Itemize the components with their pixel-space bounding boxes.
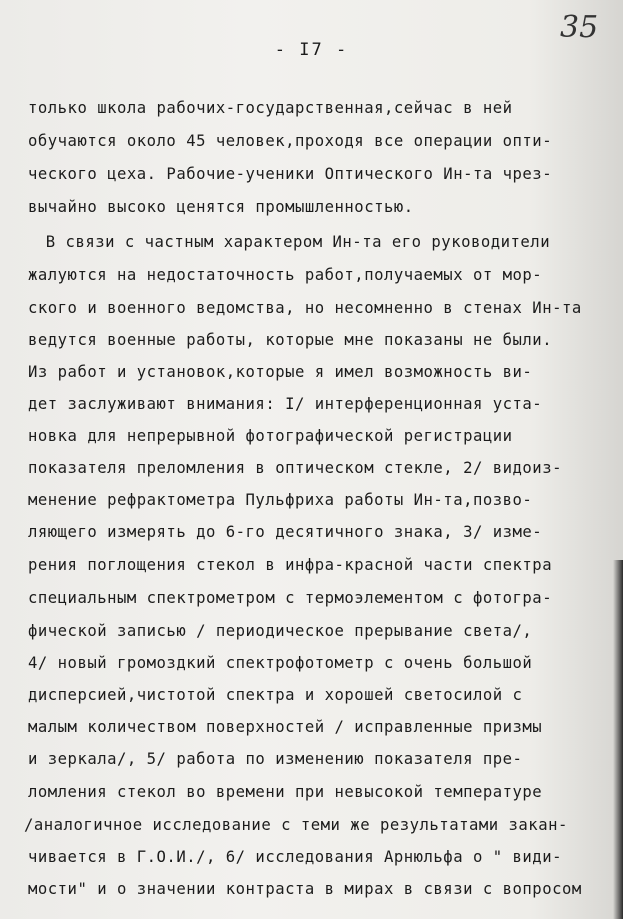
text-line: 4/ новый громоздкий спектрофотометр с очень большой bbox=[28, 654, 533, 672]
text-line: дисперсией,чистотой спектра и хорошей светосилой с bbox=[28, 686, 523, 704]
text-line: показателя преломления в оптическом стекле, 2/ видоиз- bbox=[28, 459, 562, 477]
page-edge-shadow bbox=[613, 560, 623, 919]
text-line: чивается в Г.О.И./, 6/ исследования Арнюльфа о " види- bbox=[28, 848, 562, 866]
text-line: ломления стекол во времени при невысокой температуре bbox=[28, 783, 543, 801]
text-line: только школа рабочих-государственная,сейчас в ней bbox=[28, 99, 513, 117]
text-line: жалуются на недостаточность работ,получаемых от мор- bbox=[28, 266, 543, 284]
text-line: ляющего измерять до 6-го десятичного знака, 3/ изме- bbox=[28, 523, 543, 541]
text-line: ского и военного ведомства, но несомненно в стенах Ин-та bbox=[28, 299, 582, 317]
text-line: дет заслуживают внимания: I/ интерференционная уста- bbox=[28, 395, 543, 413]
text-line: фической записью / периодическое прерывание света/, bbox=[28, 622, 533, 640]
text-line: менение рефрактометра Пульфриха работы Ин-та,позво- bbox=[28, 491, 533, 509]
text-line: малым количеством поверхностей / исправленные призмы bbox=[28, 718, 543, 736]
text-line: вычайно высоко ценятся промышленностью. bbox=[28, 198, 414, 216]
text-line: специальным спектрометром с термоэлементом с фотогра- bbox=[28, 589, 553, 607]
text-line: обучаются около 45 человек,проходя все операции опти- bbox=[28, 132, 553, 150]
text-line: мости" и о значении контраста в мирах в связи с вопросом bbox=[28, 880, 582, 898]
text-line: Из работ и установок,которые я имел возможность ви- bbox=[28, 363, 533, 381]
text-line: рения поглощения стекол в инфра-красной части спектра bbox=[28, 556, 553, 574]
text-line: В связи с частным характером Ин-та его руководители bbox=[26, 233, 551, 251]
archive-page-number: 35 bbox=[560, 10, 599, 45]
text-line: новка для непрерывной фотографической регистрации bbox=[28, 427, 513, 445]
page-number: - I7 - bbox=[274, 40, 349, 60]
text-line: ческого цеха. Рабочие-ученики Оптического Ин-та чрез- bbox=[28, 165, 553, 183]
text-line: и зеркала/, 5/ работа по изменению показателя пре- bbox=[28, 750, 523, 768]
text-line: ведутся военные работы, которые мне показаны не были. bbox=[28, 331, 553, 349]
text-line: /аналогичное исследование с теми же результатами закан- bbox=[24, 816, 568, 834]
